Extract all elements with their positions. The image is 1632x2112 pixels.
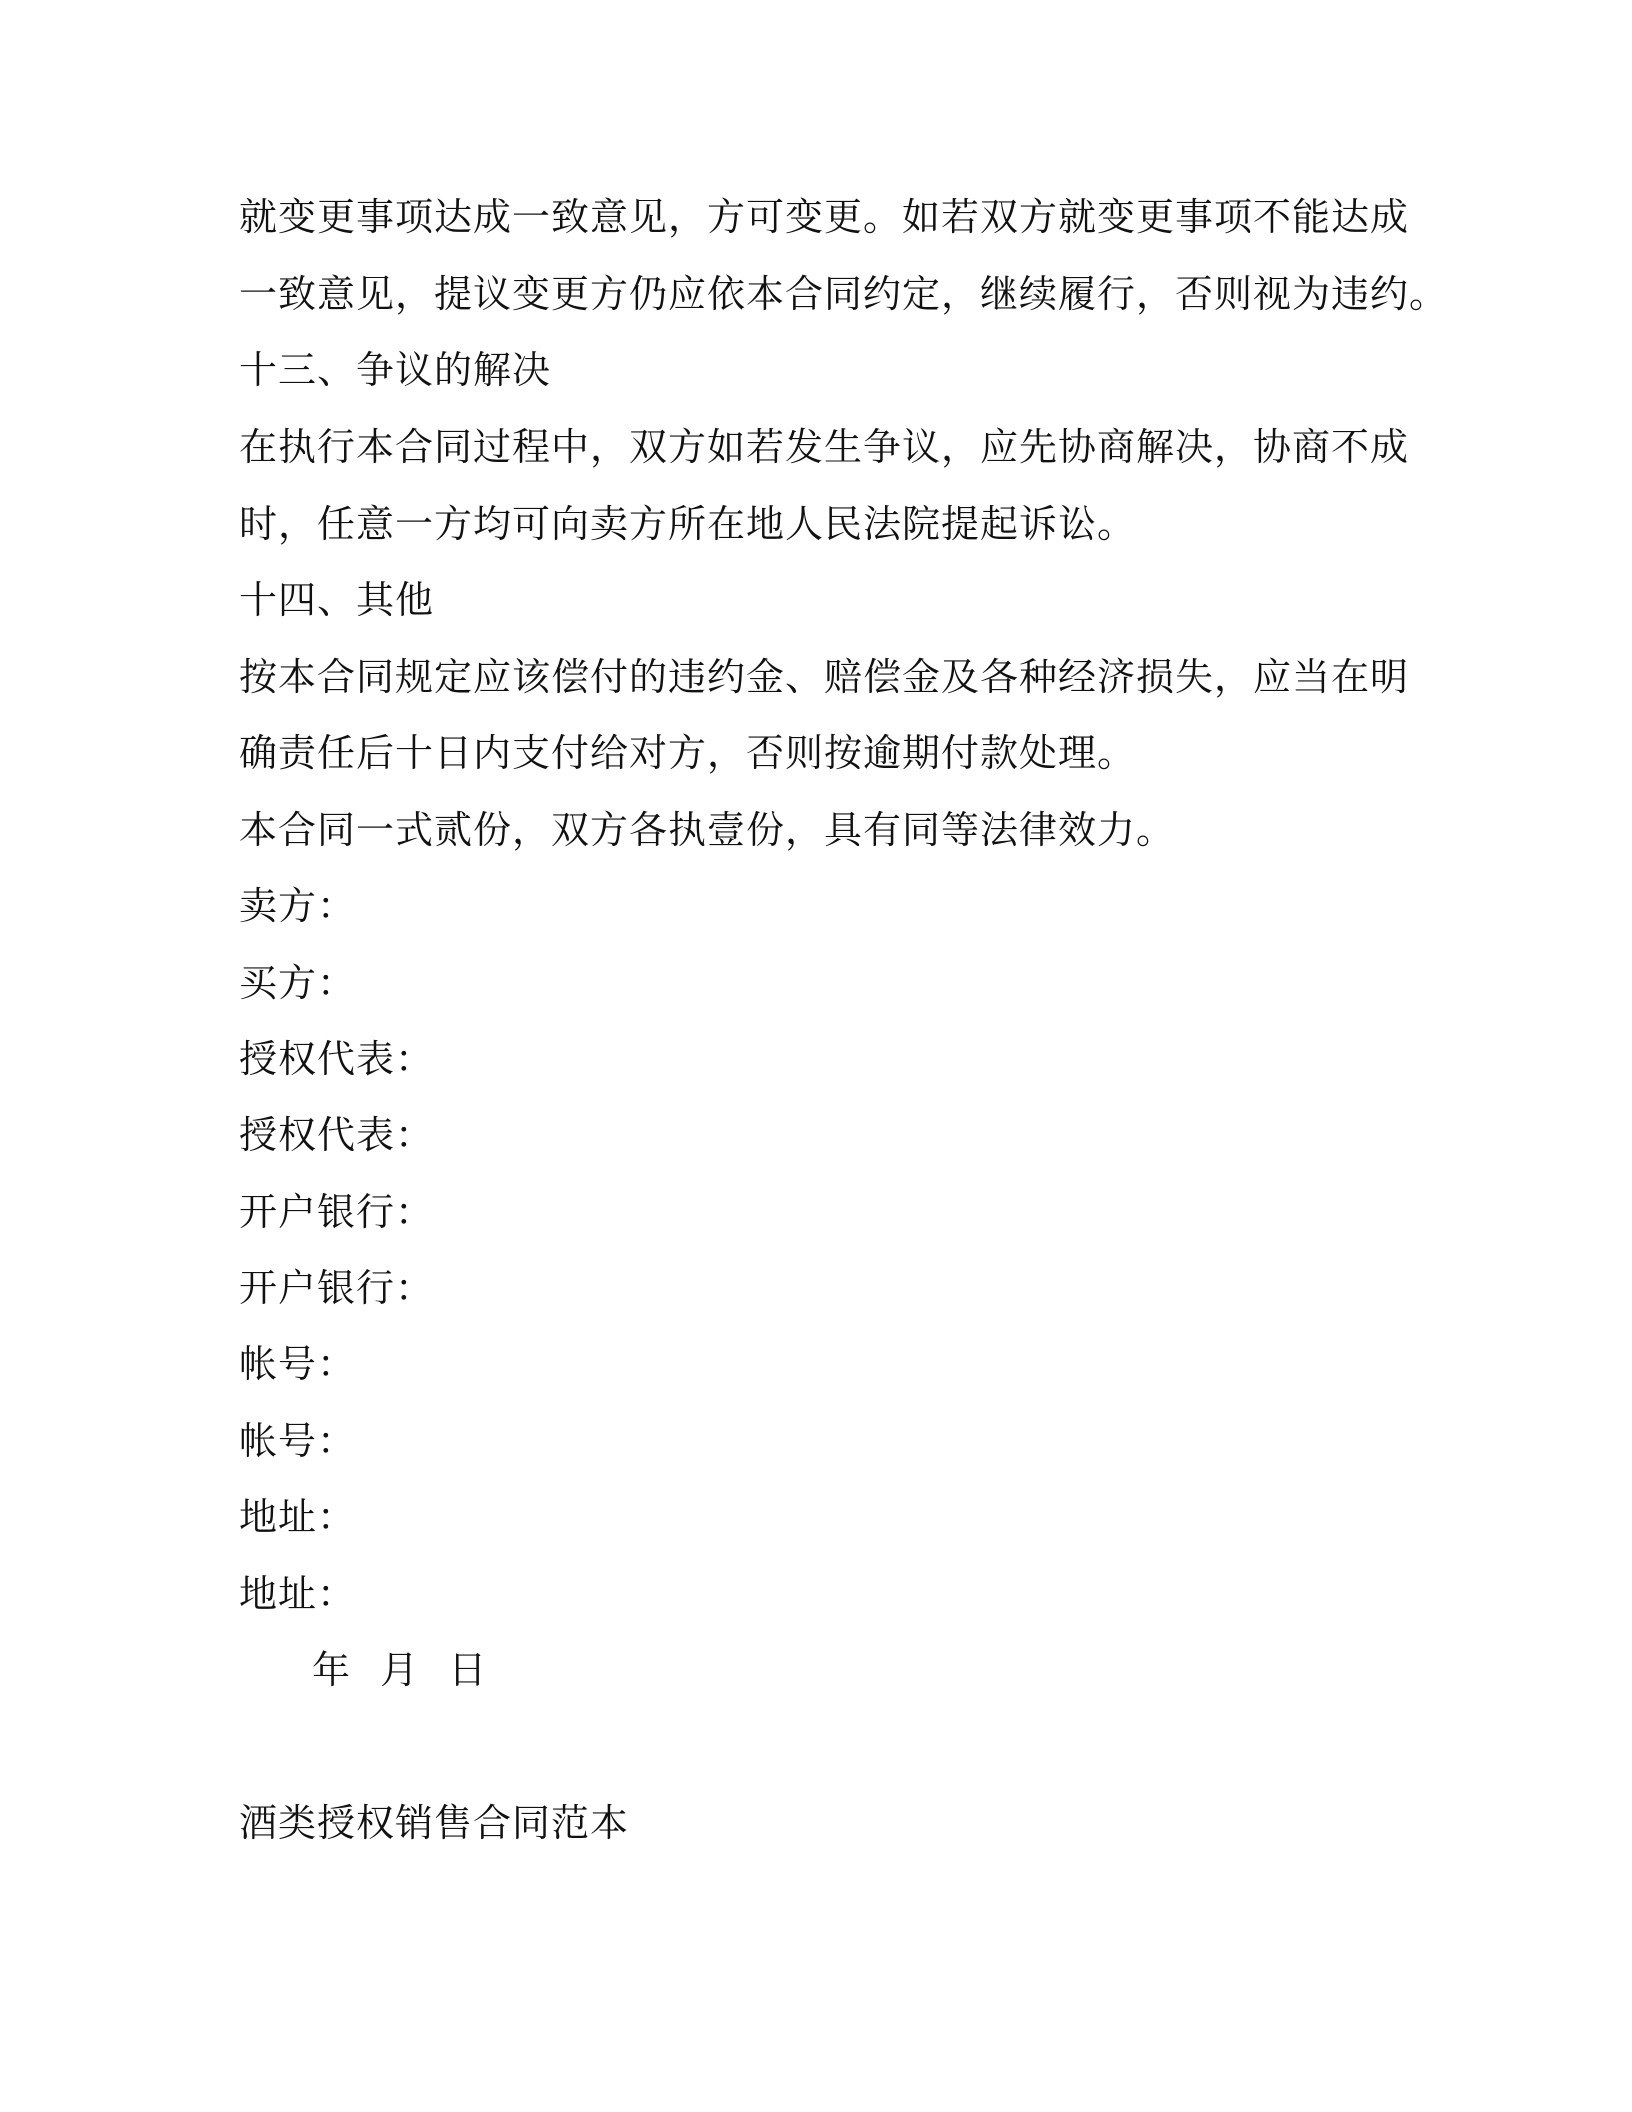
seller-representative-label: 授权代表： [239,1037,435,1081]
paragraph-line: 按本合同规定应该偿付的违约金、赔偿金及各种经济损失，应当在明 [239,655,1410,699]
buyer-address-label: 地址： [239,1572,357,1616]
paragraph-line: 确责任后十日内支付给对方，否则按逾期付款处理。 [239,731,1137,775]
paragraph-line: 在执行本合同过程中，双方如若发生争议，应先协商解决，协商不成 [239,425,1410,469]
section-heading: 十四、其他 [239,578,435,622]
seller-address-label: 地址： [239,1495,357,1539]
paragraph-line: 就变更事项达成一致意见，方可变更。如若双方就变更事项不能达成 [239,195,1410,239]
paragraph-line: 本合同一式贰份，双方各执壹份，具有同等法律效力。 [239,808,1176,852]
seller-account-label: 帐号： [239,1342,357,1386]
seller-field-label: 卖方： [239,884,357,928]
next-document-title: 酒类授权销售合同范本 [239,1801,630,1845]
section-heading: 十三、争议的解决 [239,348,552,392]
buyer-bank-label: 开户银行： [239,1266,435,1310]
buyer-account-label: 帐号： [239,1419,357,1463]
date-line: 年 月 日 [312,1648,489,1692]
seller-bank-label: 开户银行： [239,1190,435,1234]
paragraph-line: 时，任意一方均可向卖方所在地人民法院提起诉讼。 [239,502,1137,546]
buyer-field-label: 买方： [239,961,357,1005]
buyer-representative-label: 授权代表： [239,1113,435,1157]
paragraph-line: 一致意见，提议变更方仍应依本合同约定，继续履行，否则视为违约。 [239,272,1449,316]
